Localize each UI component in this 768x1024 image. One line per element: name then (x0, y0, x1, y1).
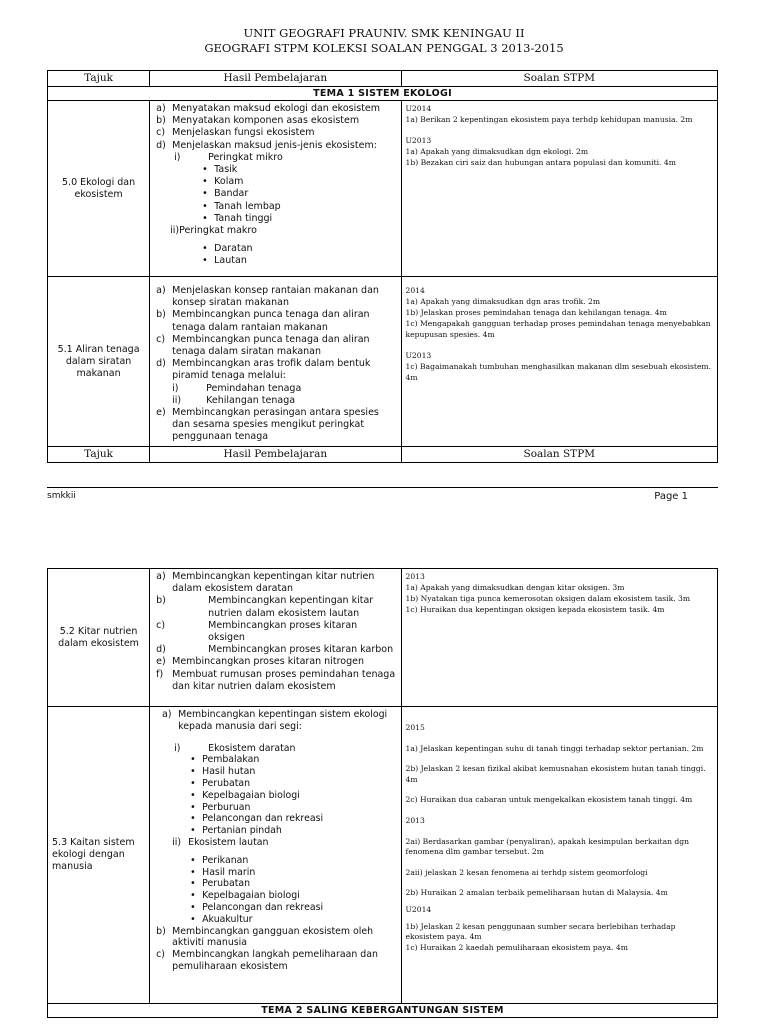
list-item: Membincangkan aras trofik dalam bentuk piramid tenaga melalui: (172, 358, 371, 382)
topic-cell: 5.3 Kaitan sistem ekologi dengan manusia (48, 707, 150, 1004)
bullet-icon: • (190, 890, 196, 902)
list-item: Membincangkan proses kitaran oksigen (208, 619, 358, 644)
soalan-cell (401, 707, 717, 1004)
bullet-icon: • (190, 866, 196, 878)
list-item: Menjelaskan fungsi ekosistem (172, 127, 315, 139)
col-header-tajuk: Tajuk (48, 447, 150, 463)
exam-year: U2014 (405, 104, 432, 113)
exam-question: 1c) Huraikan dua kepentingan oksigen kepada ekosistem tasik. 4m (405, 605, 665, 614)
document-subtitle: GEOGRAFI STPM KOLEKSI SOALAN PENGGAL 3 2013-2015 (204, 41, 564, 55)
list-item: Hasil marin (202, 866, 256, 878)
table-row (48, 707, 718, 1004)
col-header-soalan: Soalan STPM (401, 71, 717, 87)
exam-question: 1b) Jelaskan 2 kesan penggunaan sumber secara berlebihan terhadap ekosistem paya. 4m (405, 921, 676, 942)
page-footer (47, 487, 718, 508)
bullet-icon: • (202, 164, 208, 176)
list-item: Tanah tinggi (214, 212, 273, 224)
list-item: Kehilangan tenaga (206, 394, 296, 406)
exam-year: U2013 (405, 351, 432, 360)
list-item: Peringkat mikro (208, 151, 283, 163)
exam-question: 1b) Bezakan ciri saiz dan hubungan antara populasi dan komuniti. 4m (405, 158, 676, 167)
syllabus-table-page2 (47, 568, 718, 1018)
exam-question: 1a) Berikan 2 kepentingan ekosistem paya terhdp kehidupan manusia. 2m (405, 115, 693, 124)
list-item: Kepelbagaian biologi (202, 890, 300, 902)
bullet-icon: • (202, 212, 208, 224)
table-header-row (48, 71, 718, 87)
topic-cell: 5.0 Ekologi dan ekosistem (48, 101, 150, 277)
list-item: Pemindahan tenaga (206, 382, 302, 394)
bullet-icon: • (190, 901, 196, 913)
list-item: Menjelaskan maksud jenis-jenis ekosistem: (172, 139, 377, 151)
tema-1-heading: TEMA 1 SISTEM EKOLOGI (48, 87, 718, 101)
bullet-icon: • (190, 789, 196, 801)
exam-year: 2013 (405, 815, 425, 825)
table-header-row (48, 447, 718, 463)
document-title: UNIT GEOGRAFI PRAUNIV. SMK KENINGAU II (243, 26, 525, 40)
list-item: Membincangkan gangguan ekosistem oleh aktiviti manusia (172, 925, 374, 949)
page-2 (0, 540, 768, 1024)
list-item: Ekosistem daratan (208, 742, 296, 754)
hasil-cell: a) Membincangkan kepentingan sistem ekologi kepada manusia dari segi: i) Ekosistem daratan • Pembalakan • Hasil hutan • Perubatan • Kepelbagaian biologi • Perburuan • Pelancongan dan rekreasi • Pertanian pindah ii) Ekosistem lautan • Perikanan • Hasil marin • Perubatan • Kepelbagaian biologi • Pelancongan dan rekreasi • Akuakultur b) Membincangkan gangguan ekosistem oleh aktiviti manusia c) Membincangkan langkah pemeliharaan dan pemuliharaan ekosistem (150, 707, 401, 1004)
bullet-icon: • (202, 255, 208, 267)
list-item: Pertanian pindah (202, 825, 282, 837)
list-item: Kolam (214, 176, 244, 188)
bullet-icon: • (202, 188, 208, 200)
list-item: Membincangkan kepentingan kitar nutrien dalam ekosistem daratan (172, 571, 375, 595)
bullet-icon: • (190, 754, 196, 766)
exam-question: 1a) Apakah yang dimaksudkan dgn aras trofik. 2m (405, 297, 601, 306)
bullet-icon: • (190, 878, 196, 890)
exam-question: 2aii) jelaskan 2 kesan fenomena ai terhdp sistem geomorfologi (405, 867, 648, 877)
col-header-soalan: Soalan STPM (401, 447, 717, 463)
list-item: Tanah lembap (214, 200, 281, 212)
list-item: Hasil hutan (202, 766, 256, 778)
list-item: Tasik (214, 164, 238, 176)
list-item: Membincangkan punca tenaga dan aliran tenaga dalam siratan makanan (172, 333, 370, 358)
soalan-cell (401, 101, 717, 277)
bullet-icon: • (190, 766, 196, 778)
list-item: Pembalakan (202, 754, 260, 766)
exam-year: 2013 (405, 572, 425, 581)
exam-question: 1b) Nyatakan tiga punca kemerosotan oksigen dalam ekosistem tasik. 3m (405, 594, 691, 603)
list-item: Menyatakan komponen asas ekosistem (172, 115, 360, 127)
footer-school-code: smkkii (47, 491, 76, 501)
tema-2-heading: TEMA 2 SALING KEBERGANTUNGAN SISTEM (48, 1004, 718, 1018)
exam-question: 2b) Huraikan 2 amalan terbaik pemeliharaan hutan di Malaysia. 4m (405, 888, 668, 898)
soalan-cell (401, 277, 717, 447)
list-item: Membincangkan proses kitaran karbon (208, 644, 394, 656)
bullet-icon: • (190, 825, 196, 837)
col-header-hasil: Hasil Pembelajaran (150, 71, 401, 87)
topic-cell: 5.2 Kitar nutrien dalam ekosistem (48, 569, 150, 707)
exam-question: 2ai) Berdasarkan gambar (penyaliran), apakah kesimpulan berkaitan dgn fenomena dlm gambar tersebut. 2m (405, 836, 690, 857)
list-item: Perubatan (202, 878, 251, 890)
bullet-icon: • (190, 801, 196, 813)
tema-row (48, 1004, 718, 1018)
hasil-cell: a) Menjelaskan konsep rantaian makanan dan konsep siratan makanan b) Membincangkan punca tenaga dan aliran tenaga dalam rantaian makanan c) Membincangkan punca tenaga dan aliran tenaga dalam siratan makanan d) Membincangkan aras trofik dalam bentuk piramid tenaga melalui: i) Pemindahan tenaga ii) Kehilangan tenaga e) Membincangkan perasingan antara spesies dan sesama spesies mengikut peringkat penggunaan tenaga (150, 277, 401, 447)
list-item: Pelancongan dan rekreasi (202, 813, 324, 825)
list-item: Pelancongan dan rekreasi (202, 901, 324, 913)
list-item: Membincangkan kepentingan kitar nutrien dalam ekosistem lautan (208, 595, 374, 619)
list-item: Kepelbagaian biologi (202, 789, 300, 801)
exam-question: 2c) Huraikan dua cabaran untuk mengekalkan ekosistem tanah tinggi. 4m (405, 795, 693, 805)
list-item: Lautan (214, 255, 247, 267)
exam-question: 1c) Bagaimanakah tumbuhan menghasilkan makanan dlm sesebuah ekosistem. 4m (405, 362, 712, 382)
exam-question: 1b) Jelaskan proses pemindahan tenaga dan kehilangan tenaga. 4m (405, 308, 667, 317)
exam-question: 1c) Huraikan 2 kaedah pemuliharaan ekosistem paya. 4m (405, 942, 628, 952)
exam-question: 1a) Jelaskan kepentingan suhu di tanah tinggi terhadap sektor pertanian. 2m (405, 743, 704, 753)
exam-question: 1c) Mengapakah gangguan terhadap proses pemindahan tenaga menyebabkan kepupusan spesies. 4m (405, 319, 711, 339)
exam-question: 1a) Apakah yang dimaksudkan dgn ekologi. 2m (405, 147, 589, 156)
exam-year: 2015 (405, 723, 425, 732)
hasil-cell: a) Menyatakan maksud ekologi dan ekosistem b) Menyatakan komponen asas ekosistem c) Menjelaskan fungsi ekosistem d) Menjelaskan maksud jenis-jenis ekosistem: i) Peringkat mikro • Tasik • Kolam • Bandar • Tanah lembap • Tanah tinggi ii)Peringkat makro • Daratan • Lautan (150, 101, 401, 277)
list-item: Perubatan (202, 777, 251, 789)
syllabus-table-page1 (47, 70, 718, 463)
topic-cell: 5.1 Aliran tenaga dalam siratan makanan (48, 277, 150, 447)
list-item: Daratan (214, 243, 253, 255)
exam-year: U2013 (405, 136, 432, 145)
bullet-icon: • (202, 243, 208, 255)
hasil-cell: a) Membincangkan kepentingan kitar nutrien dalam ekosistem daratan b) Membincangkan kepentingan kitar nutrien dalam ekosistem lautan c) Membincangkan proses kitaran oksigen d) Membincangkan proses kitaran karbon e) Membincangkan proses kitaran nitrogen f) Membuat rumusan proses pemindahan tenaga dan kitar nutrien dalam ekosistem (150, 569, 401, 707)
list-item: Membincangkan kepentingan sistem ekologi kepada manusia dari segi: (178, 709, 388, 732)
table-row (48, 101, 718, 277)
col-header-hasil: Hasil Pembelajaran (150, 447, 401, 463)
list-item: Membincangkan perasingan antara spesies dan sesama spesies mengikut peringkat penggunaan tenaga (172, 407, 379, 443)
bullet-icon: • (190, 813, 196, 825)
list-item: Ekosistem lautan (188, 836, 269, 848)
exam-year: U2014 (405, 904, 432, 914)
list-item: Perikanan (202, 854, 249, 866)
list-item: Menyatakan maksud ekologi dan ekosistem (172, 103, 381, 114)
list-item: Perburuan (202, 801, 251, 813)
list-item: Membincangkan proses kitaran nitrogen (172, 656, 364, 668)
bullet-icon: • (202, 200, 208, 212)
bullet-icon: • (190, 777, 196, 789)
table-row (48, 277, 718, 447)
bullet-icon: • (202, 176, 208, 188)
list-item: Membincangkan punca tenaga dan aliran tenaga dalam rantaian makanan (172, 309, 370, 333)
exam-year: 2014 (405, 286, 425, 295)
exam-question: 1a) Apakah yang dimaksudkan dengan kitar oksigen. 3m (405, 583, 625, 592)
bullet-icon: • (190, 913, 196, 925)
list-item: Akuakultur (202, 913, 253, 925)
list-item: Menjelaskan konsep rantaian makanan dan konsep siratan makanan (172, 285, 379, 309)
list-item: Membincangkan langkah pemeliharaan dan pemuliharaan ekosistem (172, 949, 378, 972)
exam-question: 2b) Jelaskan 2 kesan fizikal akibat kemusnahan ekosistem hutan tanah tinggi. 4m (405, 764, 706, 784)
tema-row (48, 87, 718, 101)
list-item: Membuat rumusan proses pemindahan tenaga dan kitar nutrien dalam ekosistem (172, 668, 396, 692)
bullet-icon: • (190, 854, 196, 866)
soalan-cell (401, 569, 717, 707)
col-header-tajuk: Tajuk (48, 71, 150, 87)
table-row (48, 569, 718, 707)
list-item: Bandar (214, 188, 249, 200)
list-item: ii)Peringkat makro (170, 225, 257, 237)
page-number: Page 1 (654, 491, 688, 502)
